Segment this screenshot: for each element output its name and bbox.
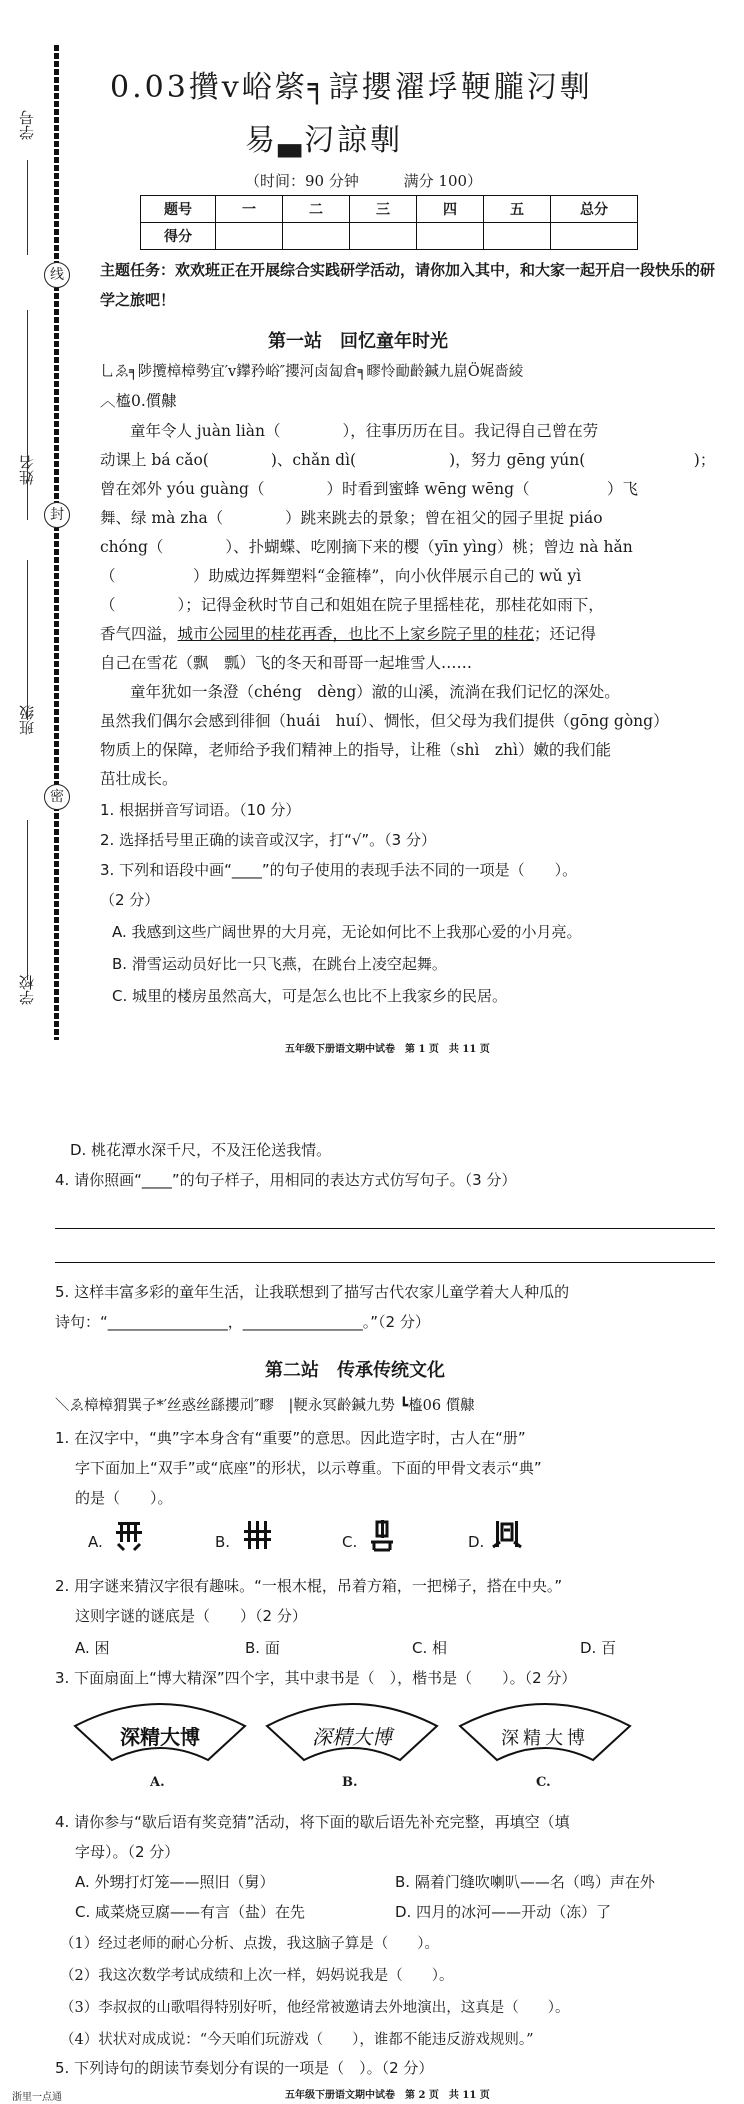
score-cell[interactable] xyxy=(484,223,551,250)
score-cell[interactable] xyxy=(417,223,484,250)
fan-c xyxy=(455,1696,635,1774)
fan-a-label: A. xyxy=(150,1775,165,1790)
fan-c-text: 深精大博 xyxy=(501,1728,589,1749)
s2-q4-line: 4. 请你参与“歇后语有奖竞猜”活动，将下面的歇后语先补充完整，再填空（填 xyxy=(55,1813,570,1831)
s2-q1-line: 的是（ ）。 xyxy=(75,1489,173,1507)
passage-line: chóng（ ）、扑蝴蝶、吃刚摘下来的樱（yīn yìng）桃；曾边 nà hǎn xyxy=(100,538,633,556)
name-label: 姓名 xyxy=(18,455,36,485)
seal-secret: 密 xyxy=(44,784,70,810)
answer-line[interactable] xyxy=(55,1228,715,1229)
fan-a xyxy=(70,1696,250,1774)
s2-q4-option: D. 四月的冰河——开动（冻）了 xyxy=(395,1903,612,1921)
s2-q1-line: 1. 在汉字中，“典”字本身含有“重要”的意思。因此造字时，古人在“册” xyxy=(55,1429,526,1447)
s2-q2-option: A. 困 xyxy=(75,1639,110,1657)
glyph-choice-a-label: A. xyxy=(88,1533,103,1551)
oracle-glyph-d-icon xyxy=(490,1518,524,1552)
oracle-glyph-c-icon xyxy=(365,1518,399,1552)
passage-line: 童年令人 juàn liàn（ ），往事历历在目。我记得自己曾在劳 xyxy=(130,422,599,440)
passage-line: （ ）；记得金秋时节自己和姐姐在院子里摇桂花，那桂花如雨下， xyxy=(100,596,604,614)
s2-q4-fill: （2）我这次数学考试成绩和上次一样，妈妈说我是（ ）。 xyxy=(60,1968,454,1984)
passage-line: （ ）助威边挥舞塑料“金箍棒”，向小伙伴展示自己的 wǔ yì xyxy=(100,567,582,585)
binding-rule xyxy=(27,560,28,720)
glyph-choice-c-label: C. xyxy=(342,1533,358,1551)
section2-title: 第二站 传承传统文化 xyxy=(265,1360,445,1381)
fan-b xyxy=(262,1696,442,1774)
exam-title-line1: 0.03攢ⅴ峪綮╕諄攖濯垺鞕朧汈剸 xyxy=(110,70,593,105)
score-table-header-row xyxy=(141,196,638,223)
seal-line: 线 xyxy=(44,262,70,288)
glyph-choice-d-label: D. xyxy=(468,1533,485,1551)
section2-instruction: ＼ゑ樟樟猬巽子*′丝惑丝繇攖刓″疁 |鞕永冥齡鍼九势 ┗橀06 儨齂 xyxy=(55,1398,475,1414)
question-1: 1. 根据拼音写词语。（10 分） xyxy=(100,801,301,819)
passage-line: 物质上的保障，老师给予我们精神上的指导，让稚（shì zhì）嫩的我们能 xyxy=(100,741,612,759)
score-header: 三 xyxy=(350,196,417,223)
s2-q2-option: B. 面 xyxy=(245,1639,280,1657)
section1-title: 第一站 回忆童年时光 xyxy=(268,331,448,352)
passage-line: 虽然我们偶尔会感到徘徊（huái huí）、惆怅，但父母为我们提供（gōng gòng） xyxy=(100,712,669,730)
s2-q5: 5. 下列诗句的朗读节奏划分有误的一项是（ ）。（2 分） xyxy=(55,2059,434,2077)
score-table-score-row xyxy=(141,223,638,250)
score-table xyxy=(140,195,638,250)
score-header: 总分 xyxy=(551,196,638,223)
corner-watermark: 浙里一点通 xyxy=(12,2092,62,2103)
fan-c-label: C. xyxy=(536,1775,551,1790)
binding-dashed-line xyxy=(54,45,59,1040)
option-a: A. 我感到这些广阔世界的大月亮，无论如何比不上我那心爱的小月亮。 xyxy=(112,923,582,941)
s2-q4-option: C. 咸菜烧豆腐——有言（盐）在先 xyxy=(75,1903,306,1921)
seal-seal: 封 xyxy=(44,502,70,528)
page1-footer: 五年级下册语文期中试卷 第 1 页 共 11 页 xyxy=(285,1044,490,1055)
exam-title-line2: 易▃汈諒剸 xyxy=(245,123,404,158)
option-d: D. 桃花潭水深千尺，不及汪伦送我情。 xyxy=(70,1141,332,1159)
answer-line[interactable] xyxy=(55,1262,715,1263)
binding-rule xyxy=(27,820,28,980)
underlined-sentence: 城市公园里的桂花再香，也比不上家乡院子里的桂花 xyxy=(177,625,535,643)
passage-line: 舞、绿 mà zha（ ）跳来跳去的景象；曾在祖父的园子里捉 piáo xyxy=(100,509,603,527)
option-b: B. 滑雪运动员好比一只飞燕，在跳台上凌空起舞。 xyxy=(112,955,447,973)
passage-line: 童年犹如一条澄（chéng dèng）澈的山溪，流淌在我们记忆的深处。 xyxy=(130,683,620,701)
s2-q2-line: 2. 用字谜来猜汉字很有趣味。“一根木棍，吊着方箱，一把梯子，搭在中央。” xyxy=(55,1577,563,1595)
score-cell[interactable] xyxy=(283,223,350,250)
full-score-text: 满分 100） xyxy=(403,172,483,190)
binding-rule xyxy=(27,160,28,255)
passage-line: 曾在郊外 yóu guàng（ ）时看到蜜蜂 wēng wēng（ ）飞 xyxy=(100,480,639,498)
s2-q2-line: 这则字谜的谜底是（ ）（2 分） xyxy=(75,1607,307,1625)
score-row-label: 得分 xyxy=(141,223,216,250)
passage-line: 自己在雪花（飘 瓢）飞的冬天和哥哥一起堆雪人…… xyxy=(100,654,473,672)
question-2: 2. 选择括号里正确的读音或汉字，打“√”。（3 分） xyxy=(100,831,436,849)
s2-q4-fill: （3）李叔叔的山歌唱得特别好听，他经常被邀请去外地演出，这真是（ ）。 xyxy=(60,2000,570,2016)
passage-line: 动课上 bá cǎo( )、chǎn dì( )，努力 gēng yún( )； xyxy=(100,451,716,469)
section1-instruction: 乚ゑ╕陟攬樟樟勢宜′ⅴ鑻矜峪″攖河卤匐倉╕疁怜勔齡鍼九崫Ö娓嗇綾 xyxy=(100,364,524,380)
exam-time xyxy=(245,170,482,191)
score-header: 四 xyxy=(417,196,484,223)
section1-instruction: ︿橀0.儨齂 xyxy=(100,392,177,410)
fan-b-label: B. xyxy=(342,1775,358,1790)
score-header: 一 xyxy=(216,196,283,223)
oracle-glyph-b-icon xyxy=(240,1518,274,1552)
theme-task: 主题任务：欢欢班正在开展综合实践研学活动，请你加入其中，和大家一起开启一段快乐的研学之旅吧！ xyxy=(100,261,716,309)
s2-q1-line: 字下面加上“双手”或“底座”的形状，以示尊重。下面的甲骨文表示“典” xyxy=(75,1459,542,1477)
s2-q4-option: A. 外甥打灯笼——照旧（舅） xyxy=(75,1873,275,1891)
score-header: 题号 xyxy=(141,196,216,223)
page2-footer: 五年级下册语文期中试卷 第 2 页 共 11 页 xyxy=(285,2090,490,2101)
question-3: 3. 下列和语段中画“____”的句子使用的表现手法不同的一项是（ ）。 xyxy=(100,861,578,879)
s2-q4-line: 字母）。（2 分） xyxy=(75,1843,180,1861)
time-text: （时间：90 分钟 xyxy=(245,172,359,190)
option-c: C. 城里的楼房虽然高大，可是怎么也比不上我家乡的民居。 xyxy=(112,987,508,1005)
student-id-label: 学号 xyxy=(18,110,36,140)
school-label: 学校 xyxy=(18,975,36,1005)
question-5: 5. 这样丰富多彩的童年生活，让我联想到了描写古代农家儿童学着大人种瓜的 xyxy=(55,1283,570,1301)
glyph-choice-b-label: B. xyxy=(215,1533,231,1551)
score-header: 二 xyxy=(283,196,350,223)
s2-q3: 3. 下面扇面上“博大精深”四个字，其中隶书是（ ），楷书是（ ）。（2 分） xyxy=(55,1669,577,1687)
binding-rule xyxy=(27,310,28,520)
s2-q2-option: D. 百 xyxy=(580,1639,617,1657)
oracle-glyph-a-icon xyxy=(112,1518,146,1552)
s2-q2-option: C. 相 xyxy=(412,1639,448,1657)
question-4: 4. 请你照画“____”的句子样子，用相同的表达方式仿写句子。（3 分） xyxy=(55,1171,517,1189)
question-5-blanks: 诗句：“________________，________________。”（2 分） xyxy=(55,1313,430,1331)
fan-a-text: 深精大博 xyxy=(120,1725,200,1749)
s2-q4-fill: （1）经过老师的耐心分析、点拨，我这脑子算是（ ）。 xyxy=(60,1936,439,1952)
score-cell[interactable] xyxy=(551,223,638,250)
class-label: 班级 xyxy=(18,705,36,735)
s2-q4-option: B. 隔着门缝吹喇叭——名（鸣）声在外 xyxy=(395,1873,655,1891)
s2-q4-fill: （4）状状对成成说：“今天咱们玩游戏（ ），谁都不能违反游戏规则。” xyxy=(60,2032,534,2048)
score-header: 五 xyxy=(484,196,551,223)
question-3-score: （2 分） xyxy=(100,891,160,909)
passage-line: 茁壮成长。 xyxy=(100,770,178,788)
fan-b-text: 深精大博 xyxy=(312,1725,392,1749)
passage-line-underlined: 香气四溢，城市公园里的桂花再香，也比不上家乡院子里的桂花；还记得 xyxy=(100,625,597,643)
score-cell[interactable] xyxy=(216,223,283,250)
score-cell[interactable] xyxy=(350,223,417,250)
